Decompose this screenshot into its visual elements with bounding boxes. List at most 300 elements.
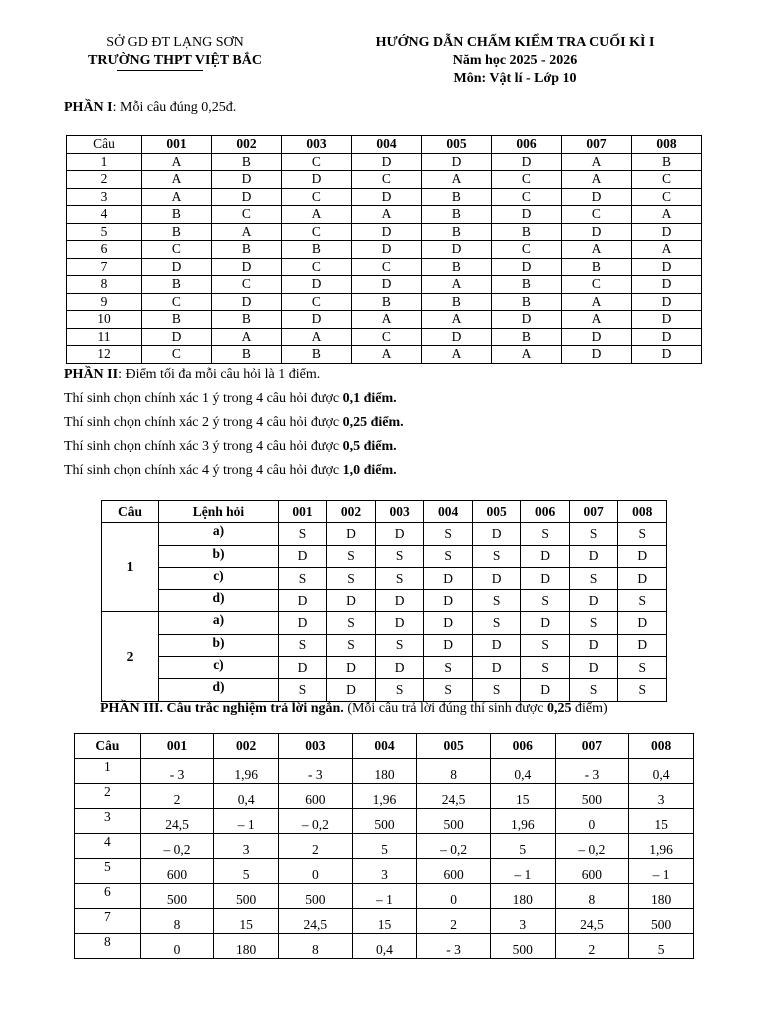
answer-cell: A	[351, 346, 421, 364]
question-number: 6	[75, 884, 141, 909]
part2-answer-table	[101, 500, 667, 702]
column-header: 003	[281, 136, 351, 154]
table-row	[67, 153, 702, 171]
answer-cell: C	[211, 276, 281, 294]
answer-cell: S	[424, 545, 473, 567]
column-header: 007	[555, 734, 629, 759]
part3-intro	[100, 701, 608, 717]
answer-cell: 8	[279, 934, 353, 959]
answer-cell: S	[569, 612, 618, 634]
answer-cell: B	[141, 223, 211, 241]
part2-rule-2	[64, 415, 404, 431]
column-header: 008	[618, 501, 667, 523]
table-row	[67, 328, 702, 346]
answer-cell: 0	[555, 809, 629, 834]
part2-intro	[64, 367, 320, 383]
answer-cell: A	[141, 153, 211, 171]
table-row	[75, 809, 694, 834]
table-row	[102, 634, 667, 656]
answer-cell: C	[281, 293, 351, 311]
question-number: 7	[75, 909, 141, 934]
answer-cell: S	[569, 679, 618, 701]
answer-cell: D	[618, 612, 667, 634]
answer-cell: 2	[417, 909, 491, 934]
answer-cell: D	[491, 311, 561, 329]
answer-cell: D	[351, 188, 421, 206]
header-underline	[117, 70, 203, 71]
answer-cell: D	[421, 241, 491, 259]
answer-cell: D	[618, 634, 667, 656]
answer-cell: C	[561, 276, 631, 294]
column-header: 001	[140, 734, 214, 759]
question-number: 2	[102, 612, 159, 701]
column-header: 002	[327, 501, 376, 523]
answer-cell: S	[472, 612, 521, 634]
question-number: 8	[67, 276, 142, 294]
answer-cell: B	[211, 241, 281, 259]
statement-label: c)	[159, 567, 279, 589]
answer-cell: A	[561, 153, 631, 171]
answer-cell: S	[278, 634, 327, 656]
answer-cell: 500	[352, 809, 417, 834]
column-header: 001	[278, 501, 327, 523]
part1-text: : Mỗi câu đúng 0,25đ.	[112, 100, 237, 115]
answer-cell: 1,96	[214, 759, 279, 784]
table-row	[102, 657, 667, 679]
part3-answer-table	[74, 733, 694, 959]
answer-cell: S	[521, 634, 570, 656]
answer-cell: 180	[352, 759, 417, 784]
answer-cell: 1,96	[352, 784, 417, 809]
answer-cell: D	[472, 567, 521, 589]
column-header: 004	[352, 734, 417, 759]
answer-cell: B	[491, 276, 561, 294]
answer-cell: D	[278, 545, 327, 567]
answer-cell: 500	[417, 809, 491, 834]
column-header: 005	[417, 734, 491, 759]
rule-text: Thí sinh chọn chính xác 3 ý trong 4 câu hỏi được	[64, 439, 343, 454]
answer-cell: B	[211, 153, 281, 171]
answer-cell: 24,5	[279, 909, 353, 934]
table-row	[102, 567, 667, 589]
answer-cell: D	[424, 612, 473, 634]
answer-cell: S	[521, 590, 570, 612]
part2-rule-3	[64, 439, 397, 455]
column-header: 003	[375, 501, 424, 523]
answer-cell: C	[631, 188, 701, 206]
subject-line: Môn: Vật lí - Lớp 10	[453, 71, 577, 86]
answer-cell: B	[421, 206, 491, 224]
answer-cell: B	[491, 328, 561, 346]
answer-cell: 0	[417, 884, 491, 909]
answer-cell: A	[421, 171, 491, 189]
answer-cell: 15	[352, 909, 417, 934]
answer-cell: D	[211, 258, 281, 276]
table-row	[75, 884, 694, 909]
answer-cell: D	[569, 634, 618, 656]
rule-points: 0,1 điểm.	[342, 391, 397, 406]
column-header: 008	[631, 136, 701, 154]
statement-label: b)	[159, 545, 279, 567]
answer-cell: 0,4	[629, 759, 694, 784]
table-row	[75, 859, 694, 884]
answer-cell: A	[281, 206, 351, 224]
table-row	[67, 206, 702, 224]
answer-cell: D	[375, 590, 424, 612]
answer-cell: 500	[214, 884, 279, 909]
answer-cell: C	[631, 171, 701, 189]
answer-cell: D	[631, 276, 701, 294]
part3-note-end: điểm)	[571, 701, 608, 716]
answer-cell: C	[561, 206, 631, 224]
answer-cell: D	[281, 311, 351, 329]
answer-cell: D	[211, 293, 281, 311]
answer-cell: D	[281, 171, 351, 189]
answer-cell: D	[521, 567, 570, 589]
column-header: Câu	[75, 734, 141, 759]
answer-cell: S	[327, 567, 376, 589]
answer-cell: B	[141, 276, 211, 294]
answer-cell: A	[141, 171, 211, 189]
question-number: 2	[75, 784, 141, 809]
table-row	[102, 679, 667, 701]
answer-cell: S	[521, 523, 570, 545]
question-number: 10	[67, 311, 142, 329]
answer-cell: S	[424, 679, 473, 701]
answer-cell: – 1	[214, 809, 279, 834]
answer-cell: 2	[279, 834, 353, 859]
answer-cell: - 3	[555, 759, 629, 784]
header-right	[340, 34, 690, 88]
answer-cell: 15	[214, 909, 279, 934]
part1-answer-table	[66, 135, 702, 364]
answer-cell: 1,96	[629, 834, 694, 859]
answer-cell: S	[327, 634, 376, 656]
answer-cell: S	[327, 545, 376, 567]
answer-cell: D	[375, 657, 424, 679]
answer-cell: C	[351, 258, 421, 276]
answer-cell: C	[491, 171, 561, 189]
header-left	[60, 34, 290, 70]
answer-cell: 3	[629, 784, 694, 809]
answer-cell: D	[521, 545, 570, 567]
answer-cell: D	[351, 276, 421, 294]
school-year: Năm học 2025 - 2026	[452, 53, 578, 68]
answer-cell: 600	[140, 859, 214, 884]
answer-cell: 15	[490, 784, 555, 809]
table-row	[67, 311, 702, 329]
table-row	[67, 346, 702, 364]
answer-cell: D	[421, 328, 491, 346]
answer-cell: D	[521, 612, 570, 634]
answer-cell: B	[631, 153, 701, 171]
answer-cell: D	[375, 612, 424, 634]
answer-cell: D	[491, 258, 561, 276]
part3-note: (Mỗi câu trả lời đúng thí sinh được	[343, 701, 548, 716]
answer-cell: D	[327, 679, 376, 701]
answer-cell: D	[278, 612, 327, 634]
answer-cell: B	[351, 293, 421, 311]
answer-cell: D	[327, 590, 376, 612]
question-number: 5	[67, 223, 142, 241]
table-row	[75, 784, 694, 809]
answer-cell: 180	[629, 884, 694, 909]
answer-cell: – 1	[352, 884, 417, 909]
answer-cell: D	[351, 241, 421, 259]
answer-cell: D	[278, 657, 327, 679]
answer-cell: D	[421, 153, 491, 171]
column-header: 002	[214, 734, 279, 759]
answer-cell: D	[521, 679, 570, 701]
answer-cell: 500	[555, 784, 629, 809]
answer-cell: D	[375, 523, 424, 545]
question-number: 11	[67, 328, 142, 346]
answer-cell: S	[375, 545, 424, 567]
question-number: 12	[67, 346, 142, 364]
answer-cell: 5	[629, 934, 694, 959]
column-header: 007	[561, 136, 631, 154]
column-header: 004	[351, 136, 421, 154]
statement-label: a)	[159, 523, 279, 545]
answer-cell: 0	[140, 934, 214, 959]
column-header: 006	[490, 734, 555, 759]
table-row	[102, 523, 667, 545]
document-title: HƯỚNG DẪN CHẤM KIỂM TRA CUỐI KÌ I	[375, 35, 655, 50]
table-row	[75, 909, 694, 934]
answer-cell: D	[281, 276, 351, 294]
answer-cell: C	[281, 258, 351, 276]
answer-cell: A	[421, 346, 491, 364]
answer-cell: 5	[214, 859, 279, 884]
answer-cell: – 0,2	[417, 834, 491, 859]
answer-cell: 8	[555, 884, 629, 909]
answer-cell: 500	[490, 934, 555, 959]
question-number: 9	[67, 293, 142, 311]
table-row	[102, 545, 667, 567]
column-header: Lệnh hỏi	[159, 501, 279, 523]
statement-label: c)	[159, 657, 279, 679]
table-row	[67, 293, 702, 311]
column-header: 005	[472, 501, 521, 523]
answer-cell: D	[472, 634, 521, 656]
table-header-row	[75, 734, 694, 759]
answer-cell: - 3	[417, 934, 491, 959]
statement-label: d)	[159, 679, 279, 701]
table-header-row	[102, 501, 667, 523]
table-header-row	[67, 136, 702, 154]
answer-cell: C	[491, 188, 561, 206]
answer-cell: A	[561, 241, 631, 259]
answer-cell: A	[351, 206, 421, 224]
answer-cell: 1,96	[490, 809, 555, 834]
answer-cell: 24,5	[555, 909, 629, 934]
rule-points: 1,0 điểm.	[342, 463, 397, 478]
part2-rule-1	[64, 391, 397, 407]
statement-label: a)	[159, 612, 279, 634]
question-number: 7	[67, 258, 142, 276]
answer-cell: 600	[555, 859, 629, 884]
answer-cell: S	[424, 523, 473, 545]
answer-cell: D	[561, 346, 631, 364]
part2-text: : Điểm tối đa mỗi câu hỏi là 1 điểm.	[118, 367, 321, 382]
answer-cell: A	[351, 311, 421, 329]
answer-cell: D	[569, 590, 618, 612]
answer-cell: D	[631, 223, 701, 241]
column-header: 003	[279, 734, 353, 759]
answer-cell: D	[631, 258, 701, 276]
question-number: 3	[75, 809, 141, 834]
answer-cell: S	[569, 567, 618, 589]
part2-heading: PHẦN II	[64, 367, 119, 382]
answer-cell: B	[281, 346, 351, 364]
part1-heading: PHẦN I	[64, 100, 113, 115]
answer-cell: B	[421, 258, 491, 276]
answer-cell: B	[281, 241, 351, 259]
answer-cell: D	[472, 657, 521, 679]
answer-cell: C	[141, 346, 211, 364]
question-number: 3	[67, 188, 142, 206]
table-row	[67, 223, 702, 241]
answer-cell: B	[211, 346, 281, 364]
column-header: 008	[629, 734, 694, 759]
column-header: 004	[424, 501, 473, 523]
answer-cell: 8	[140, 909, 214, 934]
answer-cell: D	[211, 171, 281, 189]
answer-cell: A	[211, 328, 281, 346]
answer-cell: D	[631, 293, 701, 311]
question-number: 4	[67, 206, 142, 224]
answer-cell: 600	[279, 784, 353, 809]
answer-cell: 24,5	[140, 809, 214, 834]
answer-cell: S	[472, 679, 521, 701]
answer-cell: D	[424, 567, 473, 589]
answer-cell: C	[281, 153, 351, 171]
answer-cell: C	[141, 241, 211, 259]
column-header: 006	[521, 501, 570, 523]
answer-cell: A	[281, 328, 351, 346]
answer-cell: D	[569, 657, 618, 679]
question-number: 5	[75, 859, 141, 884]
answer-cell: D	[561, 223, 631, 241]
answer-cell: A	[421, 276, 491, 294]
answer-cell: C	[281, 223, 351, 241]
answer-cell: D	[491, 206, 561, 224]
answer-cell: S	[375, 634, 424, 656]
answer-cell: C	[491, 241, 561, 259]
answer-cell: D	[278, 590, 327, 612]
answer-cell: S	[618, 657, 667, 679]
answer-cell: S	[278, 523, 327, 545]
answer-cell: 0,4	[214, 784, 279, 809]
answer-cell: C	[281, 188, 351, 206]
question-number: 1	[75, 759, 141, 784]
answer-cell: D	[424, 590, 473, 612]
question-number: 8	[75, 934, 141, 959]
answer-cell: 180	[214, 934, 279, 959]
rule-text: Thí sinh chọn chính xác 4 ý trong 4 câu hỏi được	[64, 463, 343, 478]
rule-points: 0,5 điểm.	[342, 439, 397, 454]
answer-cell: 0	[279, 859, 353, 884]
answer-cell: 24,5	[417, 784, 491, 809]
rule-text: Thí sinh chọn chính xác 1 ý trong 4 câu hỏi được	[64, 391, 343, 406]
answer-cell: D	[327, 523, 376, 545]
answer-cell: 3	[352, 859, 417, 884]
answer-cell: S	[472, 590, 521, 612]
statement-label: b)	[159, 634, 279, 656]
column-header: 007	[569, 501, 618, 523]
answer-cell: – 0,2	[140, 834, 214, 859]
answer-cell: 8	[417, 759, 491, 784]
question-number: 4	[75, 834, 141, 859]
table-row	[75, 759, 694, 784]
column-header: 005	[421, 136, 491, 154]
table-row	[67, 188, 702, 206]
answer-cell: S	[375, 679, 424, 701]
department-name: SỞ GD ĐT LẠNG SƠN	[106, 35, 244, 50]
answer-cell: A	[491, 346, 561, 364]
table-row	[67, 276, 702, 294]
answer-cell: A	[421, 311, 491, 329]
answer-cell: C	[141, 293, 211, 311]
answer-cell: – 0,2	[279, 809, 353, 834]
answer-cell: B	[491, 223, 561, 241]
question-number: 2	[67, 171, 142, 189]
school-name: TRƯỜNG THPT VIỆT BẮC	[88, 53, 262, 68]
table-row	[102, 612, 667, 634]
answer-cell: D	[631, 328, 701, 346]
answer-cell: 5	[352, 834, 417, 859]
part3-note-points: 0,25	[547, 701, 572, 716]
answer-cell: S	[521, 657, 570, 679]
answer-cell: C	[211, 206, 281, 224]
part3-heading: PHẦN III. Câu trắc nghiệm trả lời ngắn.	[100, 701, 344, 716]
answer-cell: B	[491, 293, 561, 311]
column-header: Câu	[67, 136, 142, 154]
answer-cell: A	[141, 188, 211, 206]
answer-cell: S	[472, 545, 521, 567]
answer-cell: S	[424, 657, 473, 679]
answer-cell: C	[351, 171, 421, 189]
answer-cell: – 0,2	[555, 834, 629, 859]
answer-cell: - 3	[140, 759, 214, 784]
answer-cell: 500	[629, 909, 694, 934]
column-header: 002	[211, 136, 281, 154]
answer-cell: S	[278, 567, 327, 589]
answer-cell: A	[211, 223, 281, 241]
answer-cell: B	[421, 188, 491, 206]
answer-cell: 0,4	[490, 759, 555, 784]
answer-cell: B	[211, 311, 281, 329]
answer-cell: 600	[417, 859, 491, 884]
answer-cell: D	[631, 346, 701, 364]
rule-text: Thí sinh chọn chính xác 2 ý trong 4 câu hỏi được	[64, 415, 343, 430]
answer-cell: 180	[490, 884, 555, 909]
answer-cell: 500	[140, 884, 214, 909]
answer-cell: A	[631, 241, 701, 259]
answer-cell: D	[424, 634, 473, 656]
answer-cell: D	[211, 188, 281, 206]
answer-cell: D	[491, 153, 561, 171]
answer-cell: – 1	[629, 859, 694, 884]
column-header: 006	[491, 136, 561, 154]
answer-cell: S	[327, 612, 376, 634]
answer-cell: D	[618, 567, 667, 589]
answer-cell: 500	[279, 884, 353, 909]
table-row	[67, 258, 702, 276]
answer-cell: D	[351, 153, 421, 171]
answer-cell: D	[569, 545, 618, 567]
answer-cell: 3	[490, 909, 555, 934]
